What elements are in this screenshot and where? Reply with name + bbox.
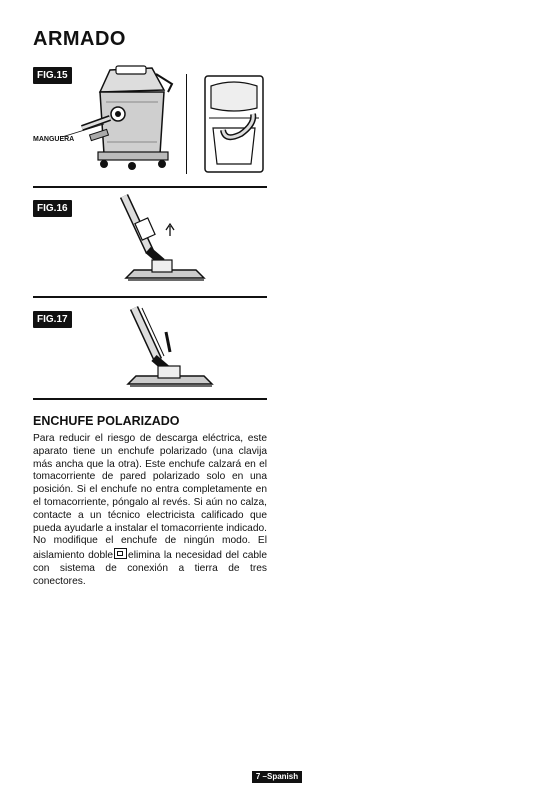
figure-divider bbox=[186, 74, 187, 174]
paragraph-text-start: Para reducir el riesgo de descarga eléctrica, este aparato tiene un enchufe polarizado (una clavija más ancha que la otra). Este enchufe calzará en el tomacorriente de pared polarizado solo en una posición. Si el enchufe no entra completamente en el tomacorriente, póngalo al revés. Si aún no calza, contacte a un técnico electricista calificado que pueda ayudarle a instalar el tomacorriente indicado. No modifique el enchufe de ningún modo. El aislamiento doble bbox=[33, 433, 267, 562]
paragraph-text-end: elimina la necesidad del cable con sistema de conexión a tierra de tres conectores. bbox=[33, 550, 267, 587]
page-footer: 7 –Spanish bbox=[252, 771, 302, 783]
fig-17-label: FIG.17 bbox=[33, 311, 72, 328]
section-paragraph bbox=[33, 433, 267, 589]
fig-15-label: FIG.15 bbox=[33, 67, 72, 84]
divider-rule bbox=[33, 398, 267, 400]
divider-rule bbox=[33, 186, 267, 188]
callout-line bbox=[60, 120, 110, 140]
fig-15-inlet-detail bbox=[203, 74, 265, 174]
fig-16-nozzle-illustration bbox=[120, 192, 216, 288]
page-title: ARMADO bbox=[33, 28, 126, 50]
section-heading: ENCHUFE POLARIZADO bbox=[33, 414, 180, 428]
fig-17-nozzle-illustration bbox=[124, 304, 220, 396]
hose-callout-label: MANGUERA bbox=[33, 136, 75, 143]
fig-16-label: FIG.16 bbox=[33, 200, 72, 217]
divider-rule bbox=[33, 296, 267, 298]
fig-15-vacuum-illustration bbox=[80, 62, 190, 174]
double-insulation-icon bbox=[114, 548, 127, 559]
